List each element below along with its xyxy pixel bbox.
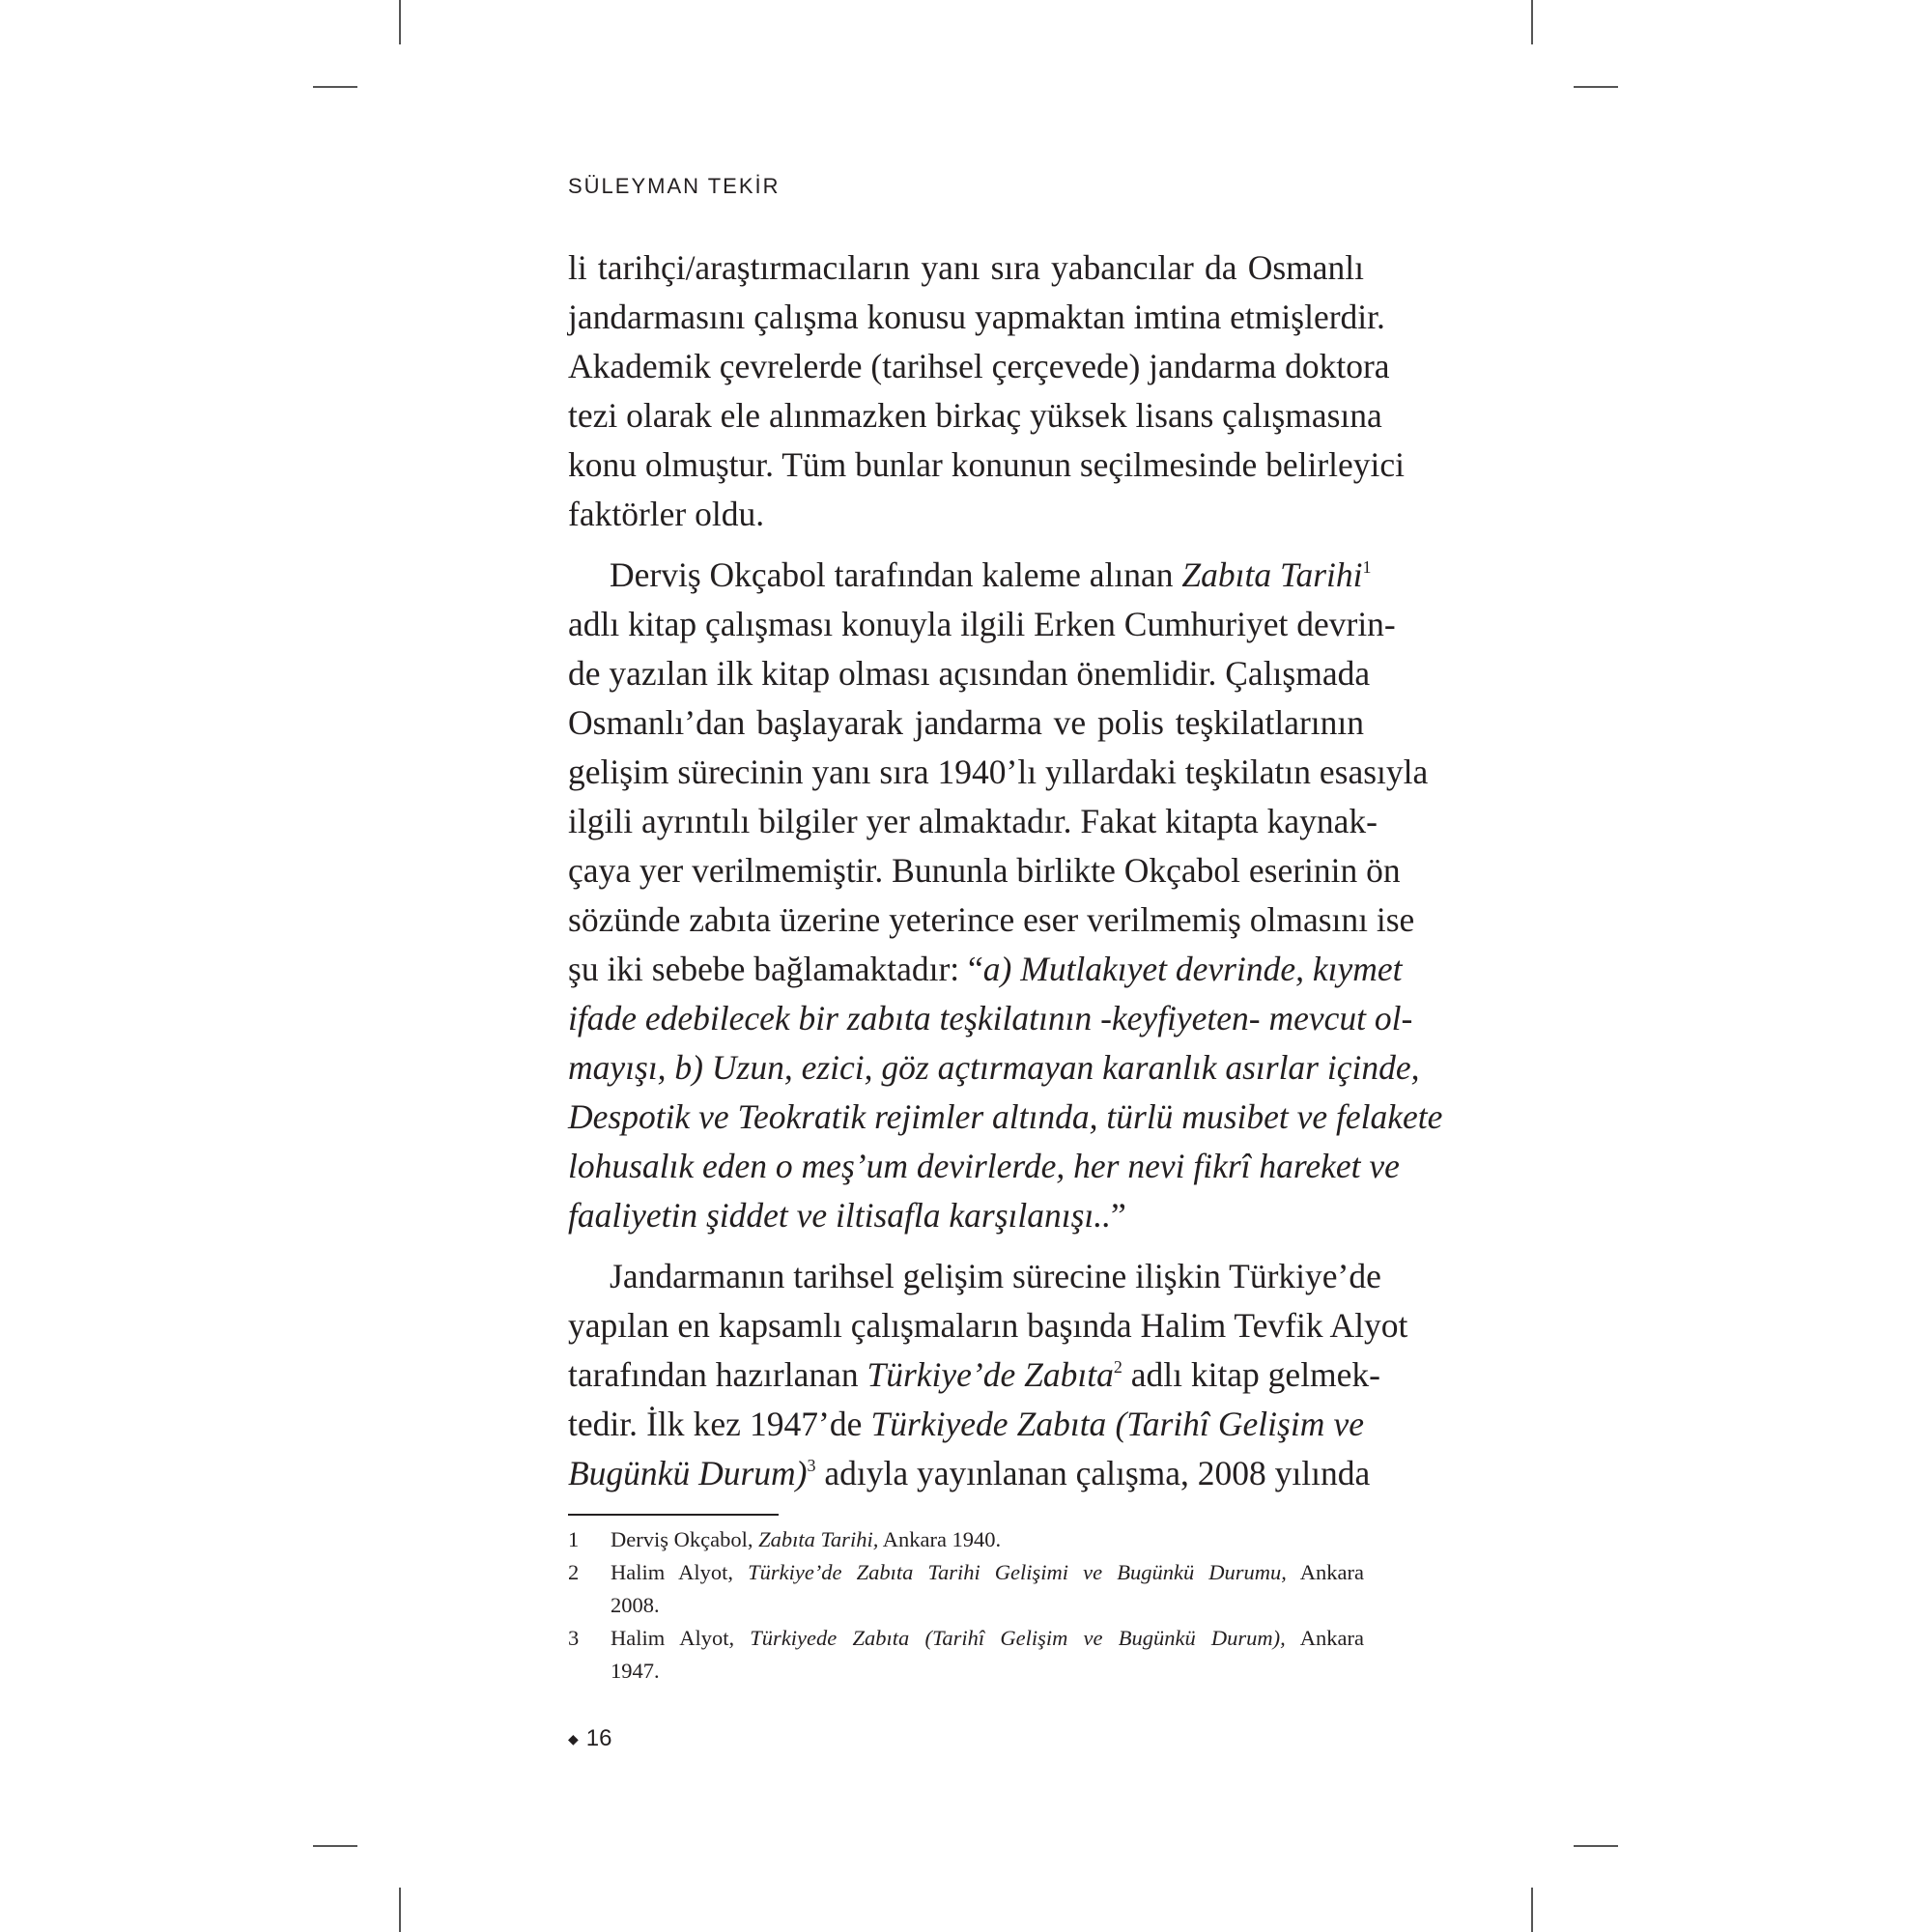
page-number: ◆ 16 — [568, 1725, 612, 1751]
text-line: de yazılan ilk kitap olması açısından önemlidir. Çalışmada — [568, 654, 1371, 693]
quote-line: mayışı, b) Uzun, ezici, göz açtırmayan karanlık asırlar içinde, — [568, 1048, 1420, 1087]
running-head: SÜLEYMAN TEKİR — [568, 174, 781, 198]
text-line: tezi olarak ele alınmazken birkaç yüksek lisans çalışmasına — [568, 396, 1382, 435]
text-line: şu iki sebebe bağlamaktadır: “a) Mutlakıyet devrinde, kıymet — [568, 950, 1403, 988]
body-text — [568, 243, 1443, 1498]
text-line: konu olmuştur. Tüm bunlar konunun seçilmesinde belirleyici — [568, 445, 1406, 484]
paragraph — [568, 551, 1443, 1240]
text-line: yapılan en kapsamlı çalışmaların başında Halim Tevfik Alyot — [568, 1306, 1408, 1345]
text-line: jandarmasını çalışma konusu yapmaktan imtina etmişlerdir. — [568, 298, 1385, 336]
footnote-text: Halim Alyot, Türkiyede Zabıta (Tarihî Gelişim ve Bugünkü Durum), Ankara — [611, 1626, 1364, 1650]
footnote-text: 2008. — [611, 1593, 660, 1617]
footnotes — [568, 1523, 1364, 1688]
text-line: Akademik çevrelerde (tarihsel çerçevede) jandarma doktora — [568, 347, 1390, 385]
footnote-text: Halim Alyot, Türkiye’de Zabıta Tarihi Gelişimi ve Bugünkü Durumu, Ankara — [611, 1560, 1364, 1584]
footnote-separator — [568, 1514, 779, 1516]
text-line: Bugünkü Durum)$^3$ adıyla yayınlanan çalışma, 2008 yılında — [568, 1454, 1371, 1492]
text-line: sözünde zabıta üzerine yeterince eser verilmemiş olmasını ise — [568, 900, 1415, 939]
footnote-ref: 2 — [1113, 1357, 1122, 1377]
footnote-text: 1947. — [611, 1659, 660, 1683]
text-line: tedir. İlk kez 1947’de Türkiyede Zabıta (Tarihî Gelişim ve — [568, 1405, 1364, 1443]
paragraph — [568, 243, 1406, 539]
quote-line: faaliyetin şiddet ve iltisafla karşılanışı..” — [568, 1196, 1126, 1235]
crop-mark-left-bottom — [313, 1845, 357, 1847]
text-line: ilgili ayrıntılı bilgiler yer almaktadır. Fakat kitapta kaynak- — [568, 802, 1378, 840]
book-title: Türkiyede Zabıta (Tarihî Gelişim ve — [870, 1405, 1364, 1443]
diamond-icon: ◆ — [568, 1731, 579, 1747]
quote-line: Despotik ve Teokratik rejimler altında, türlü musibet ve felakete — [568, 1097, 1443, 1136]
footnote-number: 3 — [568, 1626, 580, 1650]
book-title: Bugünkü Durum) — [568, 1454, 808, 1492]
text-line: li tarihçi/araştırmacıların yanı sıra yabancılar da Osmanlı — [568, 248, 1364, 287]
crop-mark-top-right — [1531, 0, 1533, 44]
crop-mark-left-top — [313, 86, 357, 88]
text-line: gelişim sürecinin yanı sıra 1940’lı yıllardaki teşkilatın esasıyla — [568, 753, 1429, 791]
crop-mark-bottom-right — [1531, 1888, 1533, 1932]
book-title: Zabıta Tarihi — [1181, 555, 1363, 594]
crop-mark-right-top — [1574, 86, 1618, 88]
quote-line: lohusalık eden o meş’um devirlerde, her nevi fikrî hareket ve — [568, 1147, 1400, 1185]
text-line: faktörler oldu. — [568, 495, 765, 533]
text-line: Osmanlı’dan başlayarak jandarma ve polis teşkilatlarının — [568, 703, 1364, 742]
footnote-ref: 3 — [807, 1456, 816, 1475]
text-line: adlı kitap çalışması konuyla ilgili Erken Cumhuriyet devrin- — [568, 605, 1396, 643]
crop-mark-right-bottom — [1574, 1845, 1618, 1847]
footnote-number: 2 — [568, 1560, 580, 1584]
footnote-number: 1 — [568, 1527, 580, 1551]
text-line: Derviş Okçabol tarafından kaleme alınan Zabıta Tarihi$^1$ — [610, 555, 1372, 594]
text-line: Jandarmanın tarihsel gelişim sürecine ilişkin Türkiye’de — [610, 1257, 1381, 1295]
paragraph — [568, 1252, 1408, 1498]
crop-mark-bottom-left — [399, 1888, 401, 1932]
text-line: tarafından hazırlanan Türkiye’de Zabıta$^2$ adlı kitap gelmek- — [568, 1355, 1380, 1394]
footnote-ref: 1 — [1362, 557, 1372, 577]
footnote — [568, 1523, 1364, 1556]
quote-line: ifade edebilecek bir zabıta teşkilatının -keyfiyeten- mevcut ol- — [568, 999, 1413, 1037]
footnote — [568, 1556, 1364, 1622]
footnote-text: Derviş Okçabol, Zabıta Tarihi, Ankara 1940. — [611, 1527, 1002, 1551]
text-line: çaya yer verilmemiştir. Bununla birlikte Okçabol eserinin ön — [568, 851, 1401, 890]
footnote — [568, 1622, 1364, 1688]
book-title: Türkiye’de Zabıta — [867, 1355, 1114, 1394]
crop-mark-top-left — [399, 0, 401, 44]
